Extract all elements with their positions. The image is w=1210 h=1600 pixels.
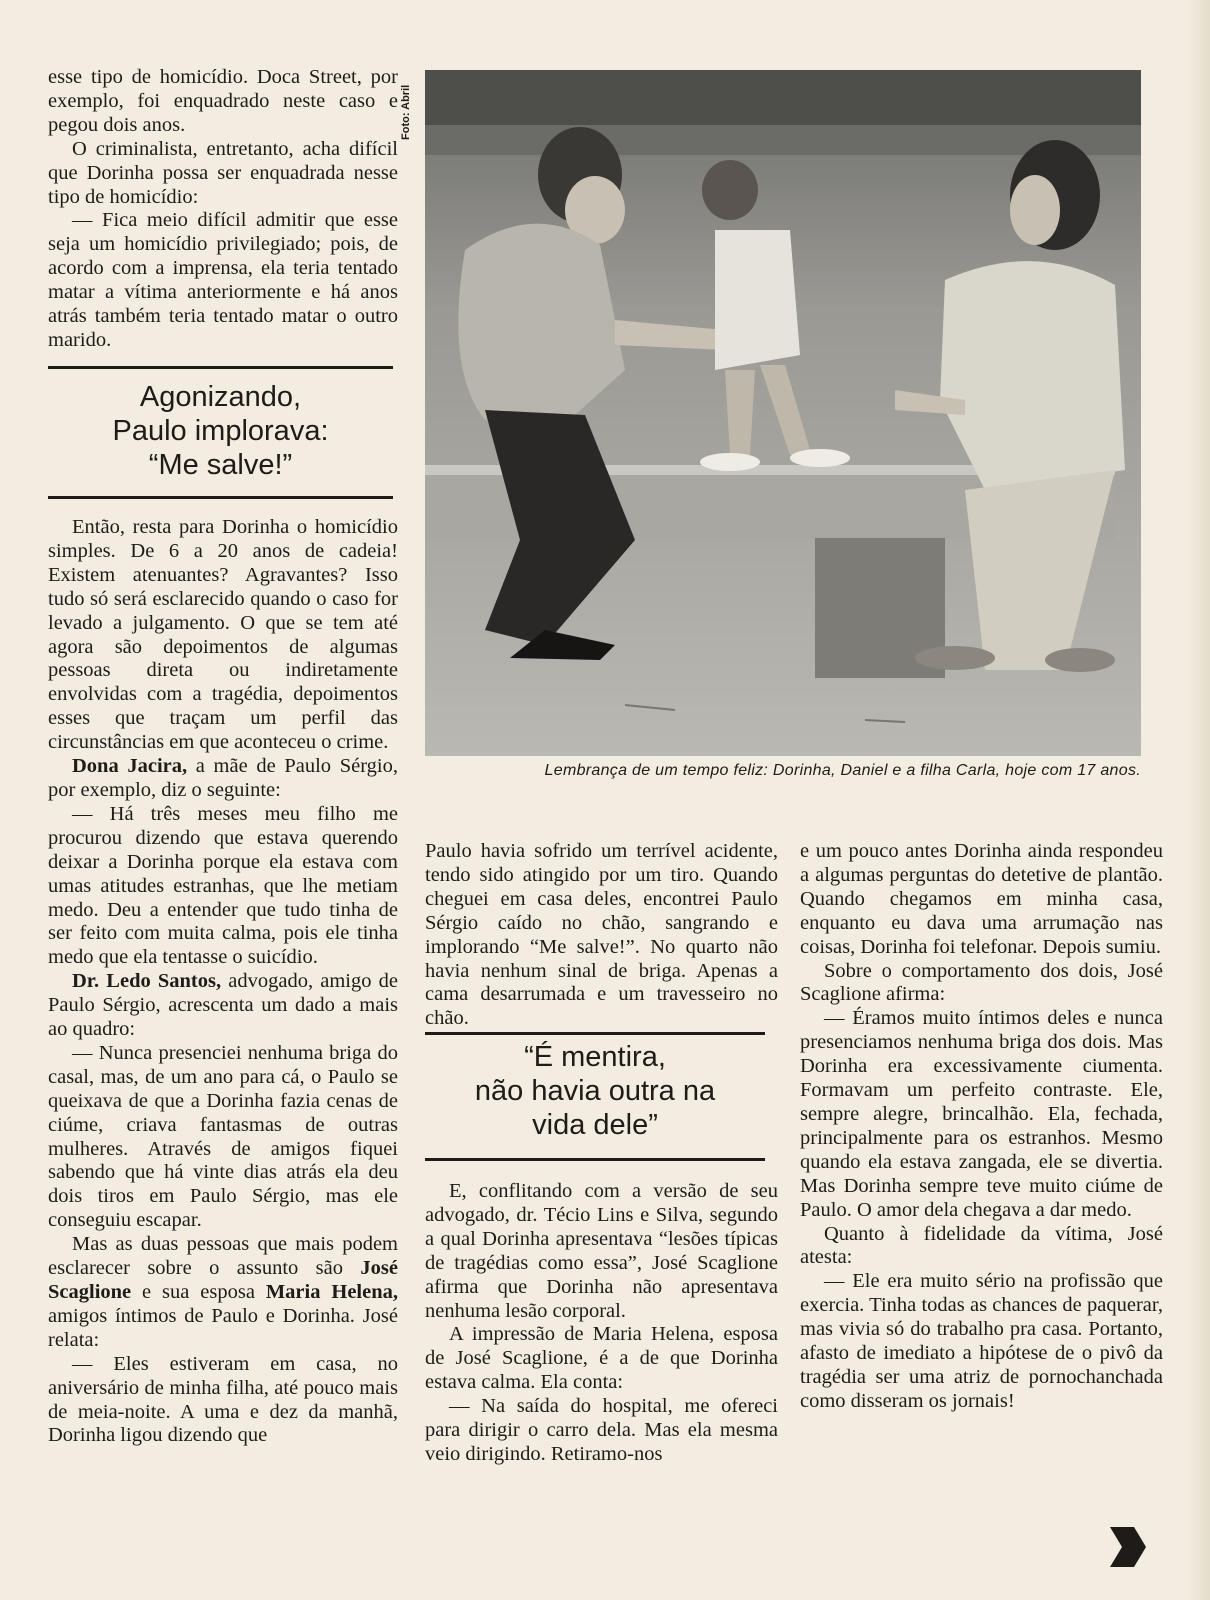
paragraph: Paulo havia sofrido um terrível acidente, tendo sido atingido por um tiro. Quando cheguei em casa deles, encontrei Paulo Sérgio caído no chão, sangrando e implorando “Me salve!”. No quarto não havia nenhum sinal de briga. Apenas a cama desarrumada e um travesseiro no chão. <box>425 840 778 1030</box>
page-edge <box>1188 0 1210 1600</box>
headline-rule-bottom <box>48 496 393 499</box>
continue-arrow-icon <box>1108 1525 1148 1569</box>
speaker-name: Maria Helena, <box>265 1281 398 1303</box>
speaker-name: Dona Jacira, <box>72 755 188 778</box>
headline-line: vida dele” <box>532 1109 658 1141</box>
paragraph: — Éramos muito íntimos deles e nunca presenciamos nenhuma briga dos dois. Mas Dorinha era excessivamente ciumenta. Formavam um perfeito contraste. Ele, sempre alegre, brincalhão. Ela, fechada, principalmente para os estranhos. Mesmo quando ela estava zangada, ele se divertia. Mas Dorinha sempre teve muito ciúme de Paulo. O amor dela chegava a dar medo. <box>800 1007 1163 1221</box>
headline-line: Agonizando, <box>139 381 302 413</box>
headline-rule-bottom <box>425 1158 765 1161</box>
paragraph: esse tipo de homicídio. Doca Street, por exemplo, foi enquadrado neste caso e pegou dois anos. <box>48 66 398 136</box>
paragraph: — Nunca presenciei nenhuma briga do casal, mas, de um ano para cá, o Paulo se queixava de que a Dorinha fazia cenas de ciúme, criava fantasmas de outras mulheres. Através de amigos fiquei sabendo que há vinte dias atrás ela deu dois tiros em Paulo Sérgio, mas ele conseguiu escapar. <box>48 1041 398 1232</box>
headline-line: “É mentira, <box>524 1041 666 1073</box>
paragraph: — Ele era muito sério na profissão que exercia. Tinha todas as chances de paquerar, mas vivia só do trabalho pra casa. Portanto, afasto de imediato a hipótese de o pivô da tragédia ser uma atriz de pornochanchada como disseram os jornais! <box>800 1270 1163 1412</box>
column-1-top <box>48 66 398 353</box>
paragraph <box>48 970 398 1042</box>
paragraph: — Fica meio difícil admitir que esse seja um homicídio privilegiado; pois, de acordo com a imprensa, ela teria tentado matar a vítima anteriormente e há anos atrás também teria tentado matar o outro marido. <box>48 209 398 351</box>
column-2-bottom <box>425 1180 778 1467</box>
paragraph <box>48 755 398 803</box>
paragraph-text: amigos íntimos de Paulo e Dorinha. José relata: <box>48 1304 398 1351</box>
column-2-top <box>425 840 778 1031</box>
column-3 <box>800 840 1163 1414</box>
paragraph: — Há três meses meu filho me procurou dizendo que estava querendo deixar a Dorinha porque ela estava com umas atitudes estranhas, que lhe metiam medo. Deu a entender que tudo tinha de ser feito com muita calma, pois ele tinha medo que ela tentasse o suicídio. <box>48 802 398 969</box>
headline-line: Paulo implorava: <box>112 415 329 447</box>
paragraph: Então, resta para Dorinha o homicídio simples. De 6 a 20 anos de cadeia! Existem atenuantes? Agravantes? Isso tudo só será esclarecido quando o caso for levado a julgamento. O que se tem até agora são depoimentos de algumas pessoas direta ou indiretamente envolvidas com a tragédia, depoimentos esses que traçam um perfil das circunstâncias em que aconteceu o crime. <box>48 516 398 754</box>
photo <box>425 70 1141 756</box>
paragraph: Quanto à fidelidade da vítima, José atesta: <box>800 1222 1163 1269</box>
speaker-name: Dr. Ledo Santos, <box>72 970 222 993</box>
paragraph: E, conflitando com a versão de seu advogado, dr. Técio Lins e Silva, segundo a qual Dorinha apresentava “lesões típicas de tragédias como essa”, José Scaglione afirma que Dorinha não apresentava nenhuma lesão corporal. <box>425 1180 778 1322</box>
paragraph: — Eles estiveram em casa, no aniversário de minha filha, até pouco mais de meia-noite. A uma e dez da manhã, Dorinha ligou dizendo que <box>48 1352 398 1447</box>
photo-credit <box>398 70 422 170</box>
headline-agonizando <box>48 380 393 482</box>
headline-line: “Me salve!” <box>148 449 293 481</box>
paragraph-text: a mãe de Paulo Sérgio, por exemplo, diz o seguinte: <box>48 755 398 801</box>
speaker-name: José Scaglione <box>48 1257 398 1303</box>
headline-e-mentira <box>425 1040 765 1142</box>
paragraph: e um pouco antes Dorinha ainda respondeu a algumas perguntas do detetive de plantão. Quando chegamos em minha casa, enquanto eu dava uma arrumação nas coisas, Dorinha foi telefonar. Depois sumiu. <box>800 840 1163 958</box>
paragraph-text: advogado, amigo de Paulo Sérgio, acrescenta um dado a mais ao quadro: <box>48 970 398 1041</box>
photo-credit-text: Foto: Abril <box>400 84 412 140</box>
column-1-bottom <box>48 516 398 1448</box>
headline-rule-top <box>48 366 393 369</box>
paragraph: — Na saída do hospital, me ofereci para dirigir o carro dela. Mas ela mesma veio dirigindo. Retiramo-nos <box>425 1395 778 1465</box>
paragraph: A impressão de Maria Helena, esposa de José Scaglione, é a de que Dorinha estava calma. Ela conta: <box>425 1323 778 1394</box>
photo-illustration <box>425 70 1141 756</box>
paragraph-text: Mas as duas pessoas que mais podem esclarecer sobre o assunto são <box>48 1233 398 1280</box>
photo-caption: Lembrança de um tempo feliz: Dorinha, Daniel e a filha Carla, hoje com 17 anos. <box>544 762 1141 779</box>
paragraph: Sobre o comportamento dos dois, José Scaglione afirma: <box>800 959 1163 1006</box>
paragraph-text: e sua esposa <box>131 1281 266 1303</box>
paragraph <box>48 1233 398 1353</box>
headline-rule-top <box>425 1032 765 1035</box>
headline-line: não havia outra na <box>474 1075 716 1107</box>
paragraph: O criminalista, entretanto, acha difícil que Dorinha possa ser enquadrada nesse tipo de homicídio: <box>48 137 398 208</box>
